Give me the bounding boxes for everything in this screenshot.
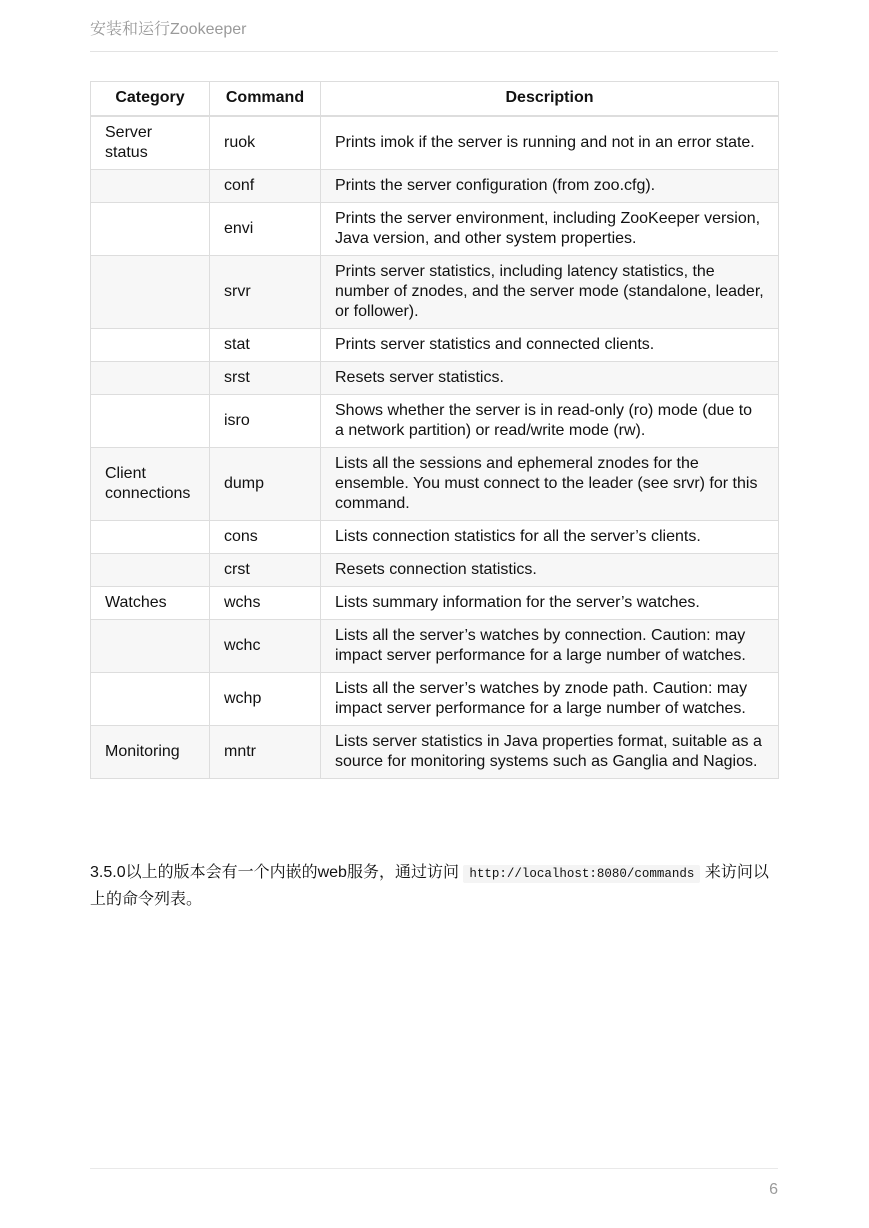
description-cell: Prints the server configuration (from zoo.cfg). [321, 169, 779, 202]
note-text-before: 3.5.0以上的版本会有一个内嵌的web服务，通过访问 [90, 864, 464, 881]
command-cell: dump [210, 447, 321, 520]
description-cell: Lists summary information for the server’s watches. [321, 586, 779, 619]
table-row [91, 361, 779, 394]
command-cell: conf [210, 169, 321, 202]
description-cell: Shows whether the server is in read-only (ro) mode (due to a network partition) or read/write mode (rw). [321, 394, 779, 447]
category-cell [91, 672, 210, 725]
command-cell: wchs [210, 586, 321, 619]
category-cell [91, 328, 210, 361]
command-cell: srst [210, 361, 321, 394]
description-cell: Prints server statistics, including latency statistics, the number of znodes, and the server mode (standalone, leader, or follower). [321, 255, 779, 328]
command-cell: srvr [210, 255, 321, 328]
page-header [90, 19, 778, 52]
table-row [91, 394, 779, 447]
note-text-after: 来访问以上的命令列表。 [90, 864, 769, 908]
description-cell: Prints server statistics and connected clients. [321, 328, 779, 361]
note-paragraph [90, 860, 780, 912]
category-cell [91, 520, 210, 553]
table-row [91, 586, 779, 619]
table-row [91, 553, 779, 586]
command-cell: isro [210, 394, 321, 447]
description-cell: Lists all the sessions and ephemeral znodes for the ensemble. You must connect to the leader (see srvr) for this command. [321, 447, 779, 520]
category-cell [91, 361, 210, 394]
description-cell: Lists all the server’s watches by znode path. Caution: may impact server performance for a large number of watches. [321, 672, 779, 725]
description-cell: Resets server statistics. [321, 361, 779, 394]
table-row [91, 255, 779, 328]
commands-table [90, 81, 779, 779]
column-header-command: Command [210, 82, 321, 116]
description-cell: Lists all the server’s watches by connection. Caution: may impact server performance for a large number of watches. [321, 619, 779, 672]
command-cell: envi [210, 202, 321, 255]
page-footer [90, 1168, 778, 1202]
category-cell [91, 169, 210, 202]
commands-url: http://localhost:8080/commands [463, 865, 700, 883]
description-cell: Lists server statistics in Java properties format, suitable as a source for monitoring systems such as Ganglia and Nagios. [321, 725, 779, 778]
table-row [91, 725, 779, 778]
description-cell: Prints the server environment, including ZooKeeper version, Java version, and other system properties. [321, 202, 779, 255]
description-cell: Prints imok if the server is running and not in an error state. [321, 116, 779, 170]
category-cell: Client connections [91, 447, 210, 520]
category-cell: Server status [91, 116, 210, 170]
category-cell [91, 619, 210, 672]
table-row [91, 520, 779, 553]
category-cell [91, 394, 210, 447]
command-cell: crst [210, 553, 321, 586]
command-cell: stat [210, 328, 321, 361]
table-row [91, 116, 779, 170]
command-cell: ruok [210, 116, 321, 170]
category-cell: Watches [91, 586, 210, 619]
column-header-category: Category [91, 82, 210, 116]
category-cell [91, 553, 210, 586]
command-cell: mntr [210, 725, 321, 778]
description-cell: Lists connection statistics for all the server’s clients. [321, 520, 779, 553]
category-cell [91, 202, 210, 255]
command-cell: wchp [210, 672, 321, 725]
command-cell: cons [210, 520, 321, 553]
table-row [91, 447, 779, 520]
table-body [91, 116, 779, 779]
header-title: 安装和运行Zookeeper [90, 21, 247, 38]
category-cell: Monitoring [91, 725, 210, 778]
description-cell: Resets connection statistics. [321, 553, 779, 586]
table-row [91, 202, 779, 255]
table-header-row [91, 82, 779, 116]
column-header-description: Description [321, 82, 779, 116]
table-row [91, 672, 779, 725]
table-row [91, 328, 779, 361]
table-row [91, 619, 779, 672]
table-row [91, 169, 779, 202]
page-number: 6 [769, 1181, 778, 1198]
category-cell [91, 255, 210, 328]
command-cell: wchc [210, 619, 321, 672]
